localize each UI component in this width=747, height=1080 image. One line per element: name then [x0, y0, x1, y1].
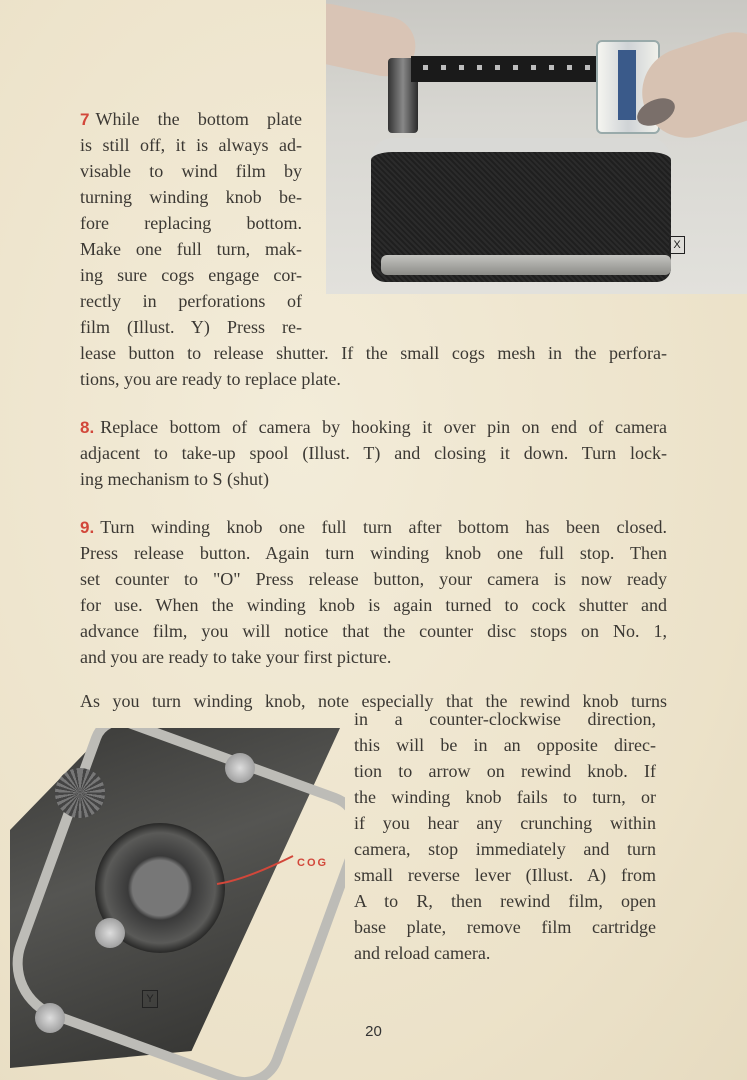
text-line: Make one full turn, mak-: [80, 239, 302, 259]
text-line: A to R, then rewind film, open: [354, 891, 656, 911]
text-line: rectly in perforations of: [80, 291, 302, 311]
text-line: film (Illust. Y) Press re-: [80, 317, 302, 337]
text-line: in a counter-clockwise direction,: [354, 709, 656, 729]
step-number: 7: [80, 110, 90, 129]
screw: [225, 753, 255, 783]
step-number: 9.: [80, 518, 95, 537]
text-line: ing sure cogs engage cor-: [80, 265, 302, 285]
text-line: is still off, it is always ad-: [80, 135, 302, 155]
rewind-wrapped: [354, 706, 656, 966]
cog-callout-label: COG: [297, 857, 329, 869]
text-line: 7 While the bottom plate: [80, 109, 302, 129]
step-number: 8.: [80, 418, 95, 437]
text-line: adjacent to take-up spool (Illust. T) and closing it down. Turn lock-: [80, 443, 667, 463]
film-strip: [411, 56, 621, 82]
text-line: lease button to release shutter. If the small cogs mesh in the perfora-: [80, 343, 667, 363]
winding-knob: [55, 768, 105, 818]
text-line: fore replacing bottom.: [80, 213, 302, 233]
text-line: 8. Replace bottom of camera by hooking it over pin on end of camera: [80, 417, 667, 437]
text-line: if you hear any crunching within: [354, 813, 656, 833]
cog-pointer-line: [215, 850, 295, 890]
text-line: camera, stop immediately and turn: [354, 839, 656, 859]
text-line: and you are ready to take your first picture.: [80, 647, 392, 667]
text-line: ing mechanism to S (shut): [80, 469, 269, 489]
text-line: this will be in an opposite direc-: [354, 735, 656, 755]
text-line: advance film, you will notice that the counter disc stops on No. 1,: [80, 621, 667, 641]
camera-base-chrome: [381, 255, 671, 275]
illustration-label-y: Y: [142, 990, 158, 1008]
text-line: small reverse lever (Illust. A) from: [354, 865, 656, 885]
step-7-wrapped: [80, 106, 302, 340]
text-line: 9. Turn winding knob one full turn after bottom has been closed.: [80, 517, 667, 537]
illustration-label-x: X: [669, 236, 685, 254]
text-line: As you turn winding knob, note especially that the rewind knob turns: [80, 691, 667, 711]
text-line: and reload camera.: [354, 943, 491, 963]
text-line: set counter to "O" Press release button, your camera is now ready: [80, 569, 667, 589]
text-line: for use. When the winding knob is again turned to cock shutter and: [80, 595, 667, 615]
text-line: Press release button. Again turn winding knob one full stop. Then: [80, 543, 667, 563]
text-line: the winding knob fails to turn, or: [354, 787, 656, 807]
text-line: base plate, remove film cartridge: [354, 917, 656, 937]
text-line: tions, you are ready to replace plate.: [80, 369, 341, 389]
screw: [95, 918, 125, 948]
page-number: 20: [365, 1023, 382, 1040]
text-line: tion to arrow on rewind knob. If: [354, 761, 656, 781]
step-9: [80, 514, 667, 670]
text-line: visable to wind film by: [80, 161, 302, 181]
step-8: [80, 414, 667, 492]
step-7-continued: [80, 340, 667, 392]
text-line: turning winding knob be-: [80, 187, 302, 207]
illustration-x-camera-film-loading: [326, 0, 747, 294]
